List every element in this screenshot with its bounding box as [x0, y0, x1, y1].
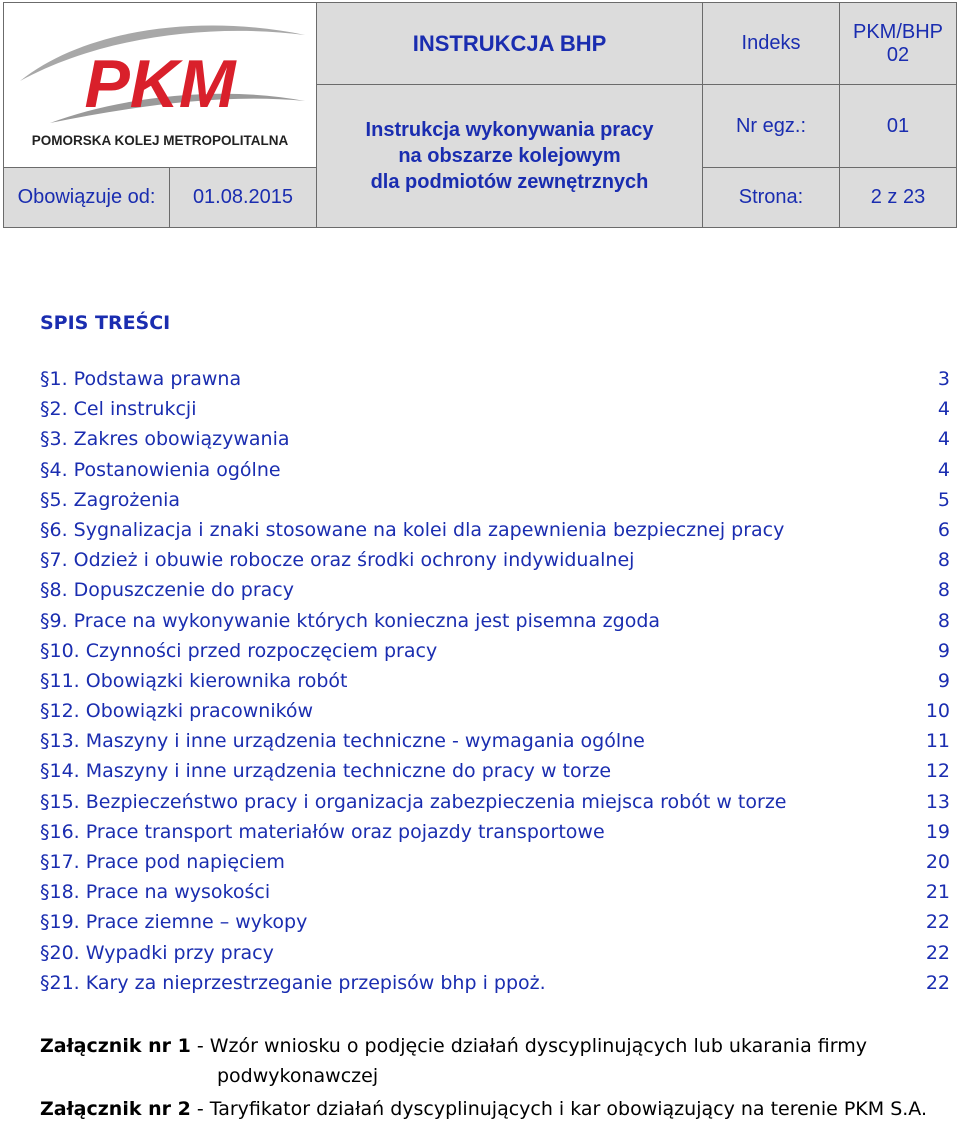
- doc-title-cell: [317, 85, 703, 228]
- index-label-cell: [703, 3, 840, 85]
- attachment-1-text: - Wzór wniosku o podjęcie działań dyscyplinujących lub ukarania firmy: [190, 1035, 867, 1057]
- toc-entry[interactable]: [40, 515, 952, 545]
- toc-entry-title: §19. Prace ziemne – wykopy: [40, 911, 308, 934]
- copy-value: 01: [886, 114, 910, 137]
- toc-entry-page: 21: [925, 881, 950, 904]
- toc-entry-title: §11. Obowiązki kierownika robót: [40, 669, 348, 692]
- document-type-title: INSTRUKCJA BHP: [412, 30, 607, 56]
- valid-from-label: Obowiązuje od:: [17, 185, 156, 208]
- toc-entry[interactable]: [40, 938, 952, 968]
- pkm-logo: [4, 15, 316, 155]
- toc-entry-title: §10. Czynności przed rozpoczęciem pracy: [40, 639, 438, 662]
- toc-entry-page: 3: [937, 368, 950, 390]
- toc-entry-page: 4: [937, 428, 950, 451]
- toc-entry-title: §12. Obowiązki pracowników: [40, 700, 314, 723]
- logo-wordmark: PKM: [84, 45, 236, 122]
- valid-value-cell: [170, 167, 317, 227]
- copy-label-cell: [703, 85, 840, 167]
- toc-entry-title: §7. Odzież i obuwie robocze oraz środki ochrony indywidualnej: [40, 549, 635, 572]
- index-value-line1: PKM/BHP: [852, 20, 944, 43]
- toc-entry-page: 12: [925, 760, 950, 783]
- document-header: [3, 2, 957, 228]
- valid-label-cell: [4, 167, 170, 227]
- pkm-logo-graphic: [10, 15, 310, 155]
- toc-entry[interactable]: [40, 666, 952, 696]
- copy-label: Nr egz.:: [735, 114, 807, 137]
- toc-entry-page: 13: [925, 790, 950, 813]
- toc-entry-title: §17. Prace pod napięciem: [40, 851, 285, 873]
- toc-entry-title: §9. Prace na wykonywanie których konieczna jest pisemna zgoda: [40, 609, 661, 632]
- toc-entry[interactable]: [40, 847, 952, 877]
- page-label: Strona:: [738, 185, 804, 208]
- toc-entry-page: 22: [925, 911, 950, 934]
- toc-entry[interactable]: [40, 636, 952, 666]
- toc-entry[interactable]: [40, 877, 952, 907]
- toc-entry[interactable]: [40, 485, 952, 515]
- toc-entry-page: 11: [925, 730, 950, 753]
- index-label: Indeks: [741, 32, 801, 55]
- toc-entry-title: §14. Maszyny i inne urządzenia techniczne do pracy w torze: [40, 760, 612, 783]
- toc-entry-page: 4: [937, 458, 950, 481]
- title-cell: [317, 3, 703, 85]
- page-value-cell: [840, 167, 957, 227]
- toc-entry-page: 9: [937, 669, 950, 692]
- toc-entry-title: §2. Cel instrukcji: [40, 398, 197, 421]
- toc-entry-page: 22: [925, 941, 950, 964]
- toc-entry-title: §13. Maszyny i inne urządzenia techniczne - wymagania ogólne: [40, 730, 645, 753]
- toc-entry[interactable]: [40, 364, 952, 394]
- toc-entry-page: 20: [925, 851, 950, 873]
- doc-title-line3: dla podmiotów zewnętrznych: [370, 171, 649, 194]
- toc-entry-page: 19: [925, 820, 950, 843]
- toc-entry[interactable]: [40, 968, 952, 998]
- toc-entry-page: 8: [937, 609, 950, 632]
- toc-entry[interactable]: [40, 606, 952, 636]
- toc-entry-page: 4: [937, 398, 950, 421]
- attachment-2-text: - Taryfikator działań dyscyplinujących i kar obowiązujący na terenie PKM S.A.: [190, 1098, 927, 1120]
- toc-entry-title: §3. Zakres obowiązywania: [40, 428, 290, 451]
- toc-entry-title: §20. Wypadki przy pracy: [40, 941, 274, 964]
- attachment-1-label: Załącznik nr 1: [40, 1035, 191, 1057]
- toc-entry-page: 5: [937, 488, 950, 511]
- toc-entry-title: §16. Prace transport materiałów oraz pojazdy transportowe: [40, 820, 605, 843]
- doc-title-line1: Instrukcja wykonywania pracy: [365, 119, 654, 142]
- doc-title-line2: na obszarze kolejowym: [398, 145, 621, 168]
- page-value: 2 z 23: [870, 185, 926, 208]
- toc-entry-title: §18. Prace na wysokości: [40, 881, 271, 904]
- toc-entry-title: §15. Bezpieczeństwo pracy i organizacja zabezpieczenia miejsca robót w torze: [40, 790, 787, 813]
- toc-entry[interactable]: [40, 455, 952, 485]
- valid-from-value: 01.08.2015: [192, 185, 294, 208]
- toc-entry[interactable]: [40, 696, 952, 726]
- attachment-2: [40, 1098, 927, 1120]
- copy-value-cell: [840, 85, 957, 167]
- toc-entry-page: 9: [937, 639, 950, 662]
- toc-entry[interactable]: [40, 726, 952, 756]
- page-label-cell: [703, 167, 840, 227]
- toc-entry[interactable]: [40, 787, 952, 817]
- toc-entry-title: §6. Sygnalizacja i znaki stosowane na kolei dla zapewnienia bezpiecznej pracy: [40, 518, 785, 541]
- logo-cell: [4, 3, 317, 168]
- toc-entry-page: 10: [925, 700, 950, 723]
- attachment-2-label: Załącznik nr 2: [40, 1098, 191, 1120]
- index-value-cell: [840, 3, 957, 85]
- logo-company-name: POMORSKA KOLEJ METROPOLITALNA: [31, 132, 289, 148]
- toc-entry[interactable]: [40, 394, 952, 424]
- toc-entry-page: 6: [937, 518, 950, 541]
- toc-entry-page: 22: [925, 971, 950, 994]
- toc-entry[interactable]: [40, 545, 952, 575]
- toc-entry[interactable]: [40, 756, 952, 786]
- table-of-contents: [40, 364, 952, 998]
- toc-entry[interactable]: [40, 424, 952, 454]
- toc-entry-page: 8: [937, 579, 950, 602]
- toc-entry[interactable]: [40, 907, 952, 937]
- toc-entry-title: §21. Kary za nieprzestrzeganie przepisów bhp i ppoż.: [40, 971, 546, 994]
- index-value-line2: 02: [886, 43, 910, 66]
- toc-entry-title: §8. Dopuszczenie do pracy: [40, 579, 294, 602]
- toc-entry-title: §4. Postanowienia ogólne: [40, 458, 281, 481]
- toc-entry[interactable]: [40, 575, 952, 605]
- toc-entry[interactable]: [40, 817, 952, 847]
- toc-entry-page: 8: [937, 549, 950, 572]
- toc-entry-title: §1. Podstawa prawna: [40, 368, 242, 390]
- attachment-1: [40, 1035, 867, 1057]
- attachment-1-continuation: podwykonawczej: [217, 1065, 379, 1087]
- toc-title: SPIS TREŚCI: [40, 312, 171, 334]
- toc-entry-title: §5. Zagrożenia: [40, 488, 181, 511]
